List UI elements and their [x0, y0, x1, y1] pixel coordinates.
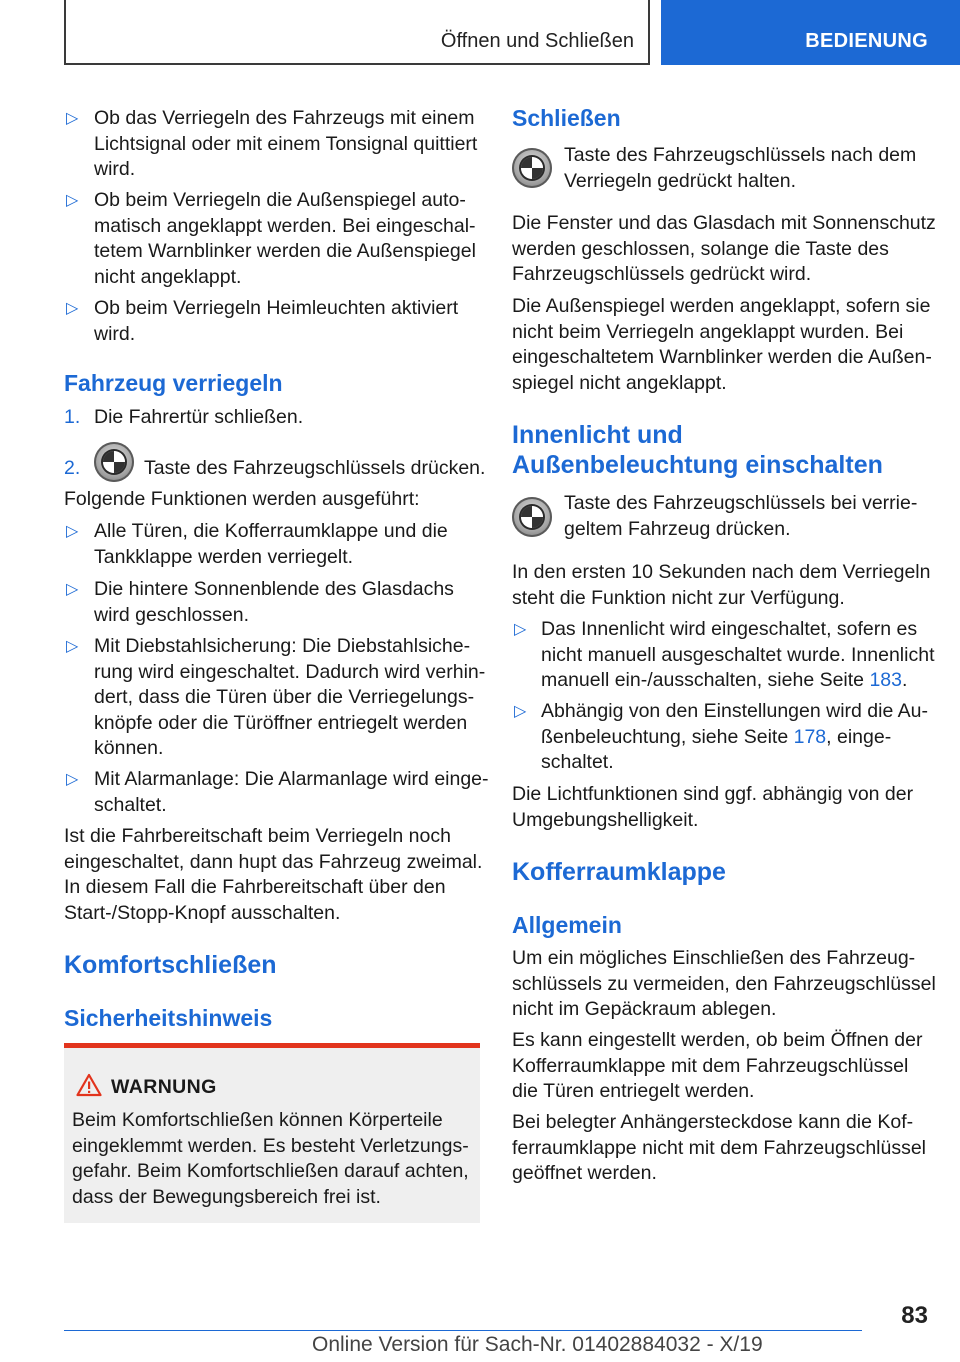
- icon-description: Taste des Fahrzeugschlüssels bei verrie- geltem Fahrzeug drücken.: [564, 492, 918, 540]
- icon-description: Taste des Fahrzeugschlüssels nach dem Verriegeln gedrückt halten.: [564, 144, 917, 192]
- paragraph: Es kann eingestellt werden, ob beim Öffnen der Kofferraumklappe mit dem Fahrzeugschlüssel die Türen entriegelt werden.: [512, 1029, 923, 1102]
- list-item: Ob das Verriegeln des Fahrzeugs mit einem Lichtsignal oder mit einem Tonsignal quittiert wird.: [94, 107, 478, 180]
- bullet-icon: ▷: [66, 192, 79, 209]
- paragraph: Die Lichtfunktionen sind ggf. abhängig von der Umgebungshelligkeit.: [512, 783, 914, 831]
- list-item: Mit Diebstahlsicherung: Die Diebstahlsiche- rung wird eingeschaltet. Dadurch wird verhin- dert, dass die Türen über die Verriegelungs- knöpfe oder die Türöffner entriegelt werden können.: [94, 635, 486, 759]
- step-number: 1.: [64, 406, 81, 428]
- step-text: Die Fahrertür schließen.: [94, 406, 304, 428]
- warning-title: WARNUNG: [111, 1076, 217, 1098]
- footer-divider: [64, 1330, 862, 1331]
- bullet-icon: ▷: [66, 581, 79, 598]
- list-item: Das Innenlicht wird eingeschaltet, sofern es nicht manuell ausgeschaltet wurde. Innenlicht manuell ein-/ausschalten, siehe Seite 183.: [541, 618, 935, 691]
- paragraph: Die Außenspiegel werden angeklappt, sofern sie nicht beim Verriegeln angeklappt wurden. Bei eingeschaltetem Warnblinker werden die Außen- spiegel nicht angeklappt.: [512, 295, 932, 394]
- bullet-icon: ▷: [66, 638, 79, 655]
- paragraph: Die Fenster und das Glasdach mit Sonnenschutz werden geschlossen, solange die Taste des Fahrzeugschlüssels gedrückt wird.: [512, 212, 936, 285]
- bmw-key-button-icon: [94, 442, 134, 482]
- warning-box: [64, 1043, 480, 1223]
- bullet-icon: ▷: [66, 771, 79, 788]
- page-link-183[interactable]: 183: [869, 669, 902, 691]
- heading-lock-vehicle: Fahrzeug verriegeln: [64, 370, 283, 396]
- page-link-178[interactable]: 178: [793, 725, 827, 748]
- page-number: 83: [901, 1302, 928, 1329]
- bullet-icon: ▷: [66, 300, 79, 317]
- bullet-icon: ▷: [66, 110, 79, 127]
- header-chapter-tab: [64, 0, 650, 65]
- bullet-icon: ▷: [514, 621, 527, 638]
- header-section-tab: [661, 0, 960, 65]
- bullet-icon: ▷: [66, 523, 79, 540]
- list-item: Die hintere Sonnenblende des Glasdachs wird geschlossen.: [94, 578, 454, 626]
- list-item: Ob beim Verriegeln die Außenspiegel auto- matisch angeklappt werden. Bei eingeschal- tetem Warnblinker werden die Außenspiegel nicht angeklappt.: [94, 189, 476, 288]
- list-item: Alle Türen, die Kofferraumklappe und die Tankklappe werden verriegelt.: [94, 520, 448, 568]
- footer-online-version: Online Version für Sach-Nr. 01402884032 - X/19: [312, 1333, 763, 1356]
- heading-general: Allgemein: [512, 912, 622, 938]
- heading-close: Schließen: [512, 105, 621, 131]
- warning-triangle-icon: [76, 1073, 102, 1097]
- functions-intro: Folgende Funktionen werden ausgeführt:: [64, 488, 420, 510]
- chapter-title: Öffnen und Schließen: [440, 30, 634, 52]
- heading-comfort-closing: Komfortschließen: [64, 951, 277, 979]
- step-text: Taste des Fahrzeugschlüssels drücken.: [144, 457, 486, 479]
- list-item: Ob beim Verriegeln Heimleuchten aktiviert wird.: [94, 297, 459, 345]
- bmw-key-button-icon: [512, 148, 552, 188]
- bullet-icon: ▷: [514, 703, 527, 720]
- heading-trunk-lid: Kofferraumklappe: [512, 858, 726, 886]
- paragraph: Ist die Fahrbereitschaft beim Verriegeln noch eingeschaltet, dann hupt das Fahrzeug zweimal. In diesem Fall die Fahrbereitschaft über den Start-/Stopp-Knopf ausschalten.: [64, 825, 483, 924]
- paragraph: Bei belegter Anhängersteckdose kann die Kof- ferraumklappe nicht mit dem Fahrzeugschlüssel geöffnet werden.: [512, 1111, 927, 1184]
- step-number: 2.: [64, 457, 81, 479]
- paragraph: Um ein mögliches Einschließen des Fahrzeug- schlüssels zu vermeiden, den Fahrzeugschlüssel nicht im Gepäckraum ablegen.: [512, 947, 936, 1020]
- paragraph: In den ersten 10 Sekunden nach dem Verriegeln steht die Funktion nicht zur Verfügung.: [512, 561, 931, 609]
- heading-lights-on: Innenlicht und Außenbeleuchtung einschalten: [512, 421, 883, 479]
- warning-text: Beim Komfortschließen können Körperteile eingeklemmt werden. Es besteht Verletzungs- gefahr. Beim Komfortschließen darauf achten, dass der Bewegungsbereich frei ist.: [72, 1109, 469, 1208]
- section-title: BEDIENUNG: [805, 30, 928, 52]
- bmw-key-button-icon: [512, 497, 552, 537]
- list-item: Abhängig von den Einstellungen wird die Au- ßenbeleuchtung, siehe Seite 178, einge- schaltet.: [541, 700, 929, 773]
- list-item: Mit Alarmanlage: Die Alarmanlage wird einge- schaltet.: [94, 768, 489, 816]
- heading-safety-note: Sicherheitshinweis: [64, 1005, 273, 1031]
